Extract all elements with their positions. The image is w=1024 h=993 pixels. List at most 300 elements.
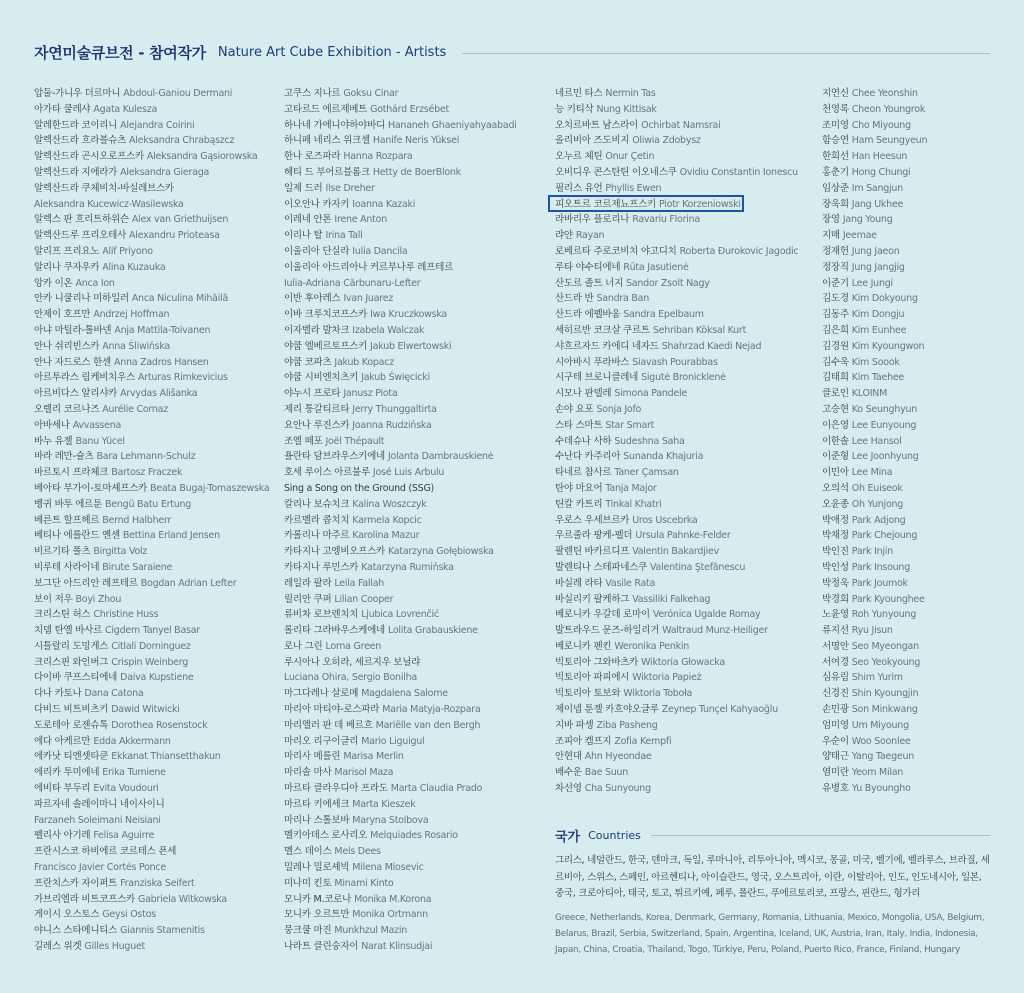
artist-name-korean: 노윤영 (822, 609, 849, 621)
artist-name-english: Ravariu Florina (632, 214, 700, 226)
artist-name-korean: 알렉스 판 흐리트하위슨 (34, 214, 129, 226)
artist-entry (555, 655, 805, 671)
artist-name-english: Crispin Weinberg (111, 656, 189, 668)
artist-entry (34, 86, 274, 102)
artist-name-korean: 야쿱 엘베르토프스키 (284, 340, 368, 352)
artist-entry (34, 465, 274, 481)
artist-name-korean: 베아타 부가이-토마셰프스카 (34, 482, 148, 494)
artist-entry (822, 197, 1012, 213)
artist-name-korean: 마리엘러 판 데 베르흐 (284, 719, 373, 731)
artist-name-english: Alif Priyono (102, 245, 153, 257)
artist-name-english: Anna Zadros Hansen (113, 356, 209, 368)
artist-name-korean: 고타르드 에르제베트 (284, 103, 368, 115)
artist-name-korean: 산드라 에펠바움 (555, 309, 621, 321)
artist-entry (34, 418, 274, 434)
artist-name-english: Nermin Tas (605, 88, 656, 99)
artist-name-korean: 비르기타 폴츠 (34, 546, 91, 558)
artist-name-english: Sunanda Khajuria (623, 451, 704, 463)
artist-name-korean: 김도경 (822, 293, 849, 305)
artist-name-english: Iulia-Adriana Cărbunaru-Lefter (284, 277, 421, 289)
artist-entry (34, 828, 274, 844)
artist-entry (284, 339, 539, 355)
header-divider (462, 53, 990, 54)
artist-entry (555, 339, 805, 355)
artist-entry (555, 718, 805, 734)
artist-name-korean: 이민아 (822, 467, 849, 479)
artist-entry (555, 102, 805, 118)
artist-entry (822, 86, 1012, 102)
artist-name-english: Ilse Dreher (325, 182, 375, 194)
artist-name-korean: 알렉산드루 프리오테사 (34, 230, 127, 242)
artist-entry (555, 291, 805, 307)
artist-entry (555, 576, 805, 592)
artist-name-korean: 에카낫 티엔셋타쿤 (34, 751, 109, 763)
artist-name-english: Lee Hansol (851, 435, 902, 447)
artist-name-english: Karmela Kopcic (352, 514, 422, 526)
artist-name-english: Gilles Huguet (84, 941, 146, 953)
artist-name-english: Gothárd Erzsébet (370, 103, 449, 115)
artist-name-korean: 롤리타 그라바우스케에네 (284, 625, 385, 637)
artist-entry (284, 781, 539, 797)
artist-name-english: Maryna Stolbova (352, 814, 429, 826)
artist-name-english: Waltraud Munz-Heiliger (662, 625, 768, 637)
artist-entry (822, 749, 1012, 765)
artist-entry (822, 307, 1012, 323)
artist-name-english: Izabela Walczak (352, 324, 425, 336)
artist-entry (34, 655, 274, 671)
artist-name-korean: 하나네 가에니야하야바디 (284, 119, 385, 131)
artist-entry (34, 291, 274, 307)
artist-name-english: Cha Sunyoung (584, 783, 651, 795)
artist-name-korean: 카타지나 루민스카 (284, 561, 359, 573)
artist-name-english: Andrzej Hoffman (93, 309, 170, 321)
artist-name-korean: 루시아나 오히라, 세르지우 보닐랴 (284, 656, 421, 668)
artist-entry (822, 386, 1012, 402)
artist-entry (34, 560, 274, 576)
artist-entry (284, 860, 539, 876)
artist-name-english: Aleksandra Gąsiorowska (146, 151, 258, 163)
artist-entry (284, 513, 539, 529)
artist-name-korean: 김경원 (822, 340, 849, 352)
artist-entry (284, 528, 539, 544)
artist-name-korean: 바누 유젤 (34, 435, 73, 447)
artist-name-english: Hanife Neris Yüksel (372, 135, 460, 147)
artist-name-english: Seo Yeokyoung (851, 656, 921, 668)
artist-name-korean: 김수욱 (822, 356, 849, 368)
artist-name-english: Bartosz Fraczek (111, 467, 183, 479)
artist-name-korean: 바르토시 프라체크 (34, 467, 109, 479)
artist-name-english: Kim Kyoungwon (851, 340, 925, 352)
artist-entry (822, 607, 1012, 623)
artist-name-english: Francisco Javier Cortés Ponce (34, 862, 166, 874)
artist-name-english: Ekkanat Thiansetthakun (111, 751, 221, 763)
artist-name-korean: 박경희 (822, 593, 849, 605)
artist-entry (284, 323, 539, 339)
artist-entry (34, 212, 274, 228)
artist-name-english: Mels Dees (334, 846, 381, 858)
artist-name-korean: 차선영 (555, 783, 582, 795)
artist-name-english: Simona Pandele (614, 388, 687, 400)
artist-entry (34, 165, 274, 181)
artist-name-english: Yang Taegeun (851, 751, 914, 763)
artist-entry (555, 418, 805, 434)
artist-name-english: Siavash Pourabbas (632, 356, 718, 368)
artist-entry (34, 797, 274, 813)
artist-column-4 (822, 86, 1012, 797)
artist-name-english: Joël Thépault (325, 435, 385, 447)
artist-name-korean: 벵귀 바투 에르툰 (34, 498, 103, 510)
artist-entry (284, 181, 539, 197)
artist-name-korean: 마리솔 마사 (284, 767, 332, 779)
artist-name-korean: 탄야 마요어 (555, 482, 603, 494)
artist-name-english: Valentin Bakardjiev (632, 546, 719, 558)
artist-entry (555, 592, 805, 608)
artist-name-korean: 아바세나 (34, 419, 70, 431)
artist-name-korean: 로베르타 주로코비치 야고디치 (555, 245, 677, 257)
artist-name-korean: 오의석 (822, 482, 849, 494)
artist-entry (822, 528, 1012, 544)
artist-name-english: Ahn Hyeondae (584, 751, 652, 763)
artist-entry (822, 449, 1012, 465)
artist-name-korean: 알레한드라 코이리니 (34, 119, 118, 131)
artist-entry (284, 607, 539, 623)
artist-name-english: Wiktoria Głowacka (641, 656, 725, 668)
artist-entry (284, 876, 539, 892)
artist-name-english: Iulia Dancila (352, 245, 408, 257)
artist-name-korean: 모니카 오르트만 (284, 909, 350, 921)
artist-name-english: Oh Yunjong (851, 498, 904, 510)
artist-name-english: Ziba Pasheng (596, 719, 658, 731)
artist-name-korean: 틴칼 카트리 (555, 498, 603, 510)
artist-name-korean: 샤흐르자드 카에디 네자드 (555, 340, 659, 352)
artist-name-english: Rayan (575, 230, 605, 242)
artist-entry (34, 765, 274, 781)
page-header (34, 40, 990, 64)
artist-name-korean: 뭉크쿨 마진 (284, 925, 332, 937)
artist-name-english: Son Minkwang (851, 704, 918, 716)
artist-name-english: Christine Huss (93, 609, 159, 621)
artist-name-korean: 이준형 (822, 451, 849, 463)
countries-title-korean: 국가 (555, 829, 581, 845)
artist-name-korean: 야누시 프로타 (284, 388, 341, 400)
artist-name-korean: 치뎀 탄옐 바사르 (34, 625, 103, 637)
artist-entry (555, 702, 805, 718)
artist-entry (822, 655, 1012, 671)
artist-name-korean: 신경진 (822, 688, 849, 700)
artist-entry (822, 260, 1012, 276)
artist-entry (284, 307, 539, 323)
artist-entry (34, 355, 274, 371)
artist-name-korean: 산드라 반 (555, 293, 594, 305)
artist-entry (555, 228, 805, 244)
artist-name-english: Lee Mina (851, 467, 893, 479)
countries-list-korean: 그리스, 네덜란드, 한국, 덴마크, 독일, 루마니아, 리투아니아, 멕시코, 몽골, 미국, 벨기에, 벨라루스, 브라질, 세르비아, 스위스, 스페인, 아르헨티나, 아이슬란드, 영국, 오스트리아, 이란, 이탈리아, 인도, 인도네시아, 일본, 중국, 크로아티아, 태국, 토고, 튀르키예, 페루, 폴란드, 푸에르토리코, 프랑스, 핀란드, 헝가리 (555, 855, 990, 899)
artist-entry (284, 86, 539, 102)
artist-name-english: Maria Matyja-Rozpara (382, 704, 481, 716)
artist-name-korean: 시구테 브로니클레네 (555, 372, 639, 384)
artist-name-korean: 능 키티삭 (555, 103, 594, 115)
artist-name-korean: 베른트 할프헤르 (34, 514, 100, 526)
artist-entry (555, 465, 805, 481)
artist-name-english: Anca Ion (75, 277, 115, 289)
artist-name-korean: 칼리나 보슈치크 (284, 498, 350, 510)
artist-name-english: Irene Anton (334, 214, 387, 226)
artist-name-english: Im Sangjun (851, 182, 903, 194)
artist-name-english: Agata Kulesza (93, 103, 158, 115)
artist-name-english: Leila Fallah (334, 577, 385, 589)
artist-entry (34, 813, 274, 829)
artist-name-korean: 에리카 투미에네 (34, 767, 100, 779)
artist-name-korean: 우순이 (822, 735, 849, 747)
artist-entry (822, 513, 1012, 529)
artist-name-korean: 욜란타 담브라우스키에네 (284, 451, 385, 463)
artist-name-korean: 수데슈나 사하 (555, 435, 612, 447)
artist-name-english: Alex van Griethuijsen (131, 214, 229, 226)
artist-entry (555, 244, 805, 260)
artist-entry (822, 291, 1012, 307)
artist-entry (34, 576, 274, 592)
artist-entry (34, 781, 274, 797)
artist-name-english: Zeynep Tunçel Kahyaoğlu (661, 704, 778, 716)
artist-entry (34, 844, 274, 860)
artist-name-korean: 서여경 (822, 656, 849, 668)
artist-entry (34, 639, 274, 655)
artist-entry (284, 907, 539, 923)
artist-entry (555, 497, 805, 513)
artist-name-english: Katarzyna Rumińska (361, 561, 454, 573)
artist-name-english: Seo Myeongan (851, 640, 919, 652)
artist-name-english: Boyi Zhou (75, 593, 122, 605)
artist-name-korean: 야쿱 코파츠 (284, 356, 332, 368)
artist-name-korean: 이레네 안톤 (284, 214, 332, 226)
artist-name-korean: 김동주 (822, 309, 849, 321)
artist-entry (822, 149, 1012, 165)
artist-entry (822, 781, 1012, 797)
artist-name-english: Yu Byoungho (851, 783, 911, 795)
artist-name-korean: 알렉산드라 지에라가 (34, 166, 118, 178)
artist-entry (34, 276, 274, 292)
artist-name-english: Park Joumok (851, 577, 908, 589)
artist-name-english: Farzaneh Soleimani Neisiani (34, 814, 161, 826)
artist-name-korean: 이한솔 (822, 435, 849, 447)
artist-name-korean: 지바 파셍 (555, 719, 594, 731)
artist-name-english: Bengü Batu Ertung (105, 498, 192, 510)
artist-name-english: Roh Yunyoung (851, 609, 917, 621)
artist-name-korean: 안나 쉬리빈스카 (34, 340, 100, 352)
artist-entry (34, 907, 274, 923)
artist-name-korean: 베로니카 우갈데 로마이 (555, 609, 650, 621)
artist-name-english: Erika Tumiene (102, 767, 166, 779)
artist-name-korean: 조미영 (822, 119, 849, 131)
artist-name-korean: 압둘-가니우 더르마니 (34, 88, 121, 99)
artist-name-korean: 미나미 킨토 (284, 877, 332, 889)
artist-name-korean: 팔렌틴 바카르디프 (555, 546, 630, 558)
artist-entry (822, 497, 1012, 513)
artist-name-english: Sehriban Köksal Kurt (652, 324, 747, 336)
artist-entry (822, 228, 1012, 244)
artist-entry (284, 276, 539, 292)
artist-name-korean: 베로니카 펜킨 (555, 640, 612, 652)
artist-name-korean: 아가타 쿨레샤 (34, 103, 91, 115)
artist-entry (555, 749, 805, 765)
artist-name-english: Beata Bugaj-Tomaszewska (150, 482, 270, 494)
artist-name-korean: 비루테 사라이네 (34, 561, 100, 573)
artist-name-english: Aurélie Cornaz (102, 403, 168, 415)
artist-name-english: Kim Taehee (851, 372, 905, 384)
artist-name-english: Bettina Erland Jensen (122, 530, 220, 542)
artist-entry (555, 528, 805, 544)
artist-name-korean: 이준기 (822, 277, 849, 289)
artist-name-korean: 다이바 쿠프스티에네 (34, 672, 118, 684)
artist-name-english: Katarzyna Gołębiowska (387, 546, 494, 558)
artist-name-english: Aleksandra Chrabąszcz (129, 135, 235, 147)
artist-entry (34, 197, 274, 213)
artist-entry (555, 781, 805, 797)
artist-name-english: Sandra Ban (596, 293, 649, 305)
artist-entry (284, 813, 539, 829)
artist-name-english: Dorothea Rosenstock (111, 719, 208, 731)
artist-name-korean: 보이 저우 (34, 593, 73, 605)
artist-entry (284, 639, 539, 655)
countries-list-english: Greece, Netherlands, Korea, Denmark, Germany, Romania, Lithuania, Mexico, Mongolia, USA, Belgium, Belarus, Brazil, Serbia, Switzerland, Spain, Argentina, Iceland, UK, Austria, Iran, Italy, India, Indonesia, Japan, China, Croatia, Thailand, Togo, Türkiye, Peru, Poland, Puerto Rico, France, Finland, Hungary (555, 913, 985, 955)
artist-entry (822, 165, 1012, 181)
artist-name-english: Park Chejoung (851, 530, 918, 542)
artist-name-english: Sing a Song on the Ground (SSG) (284, 482, 435, 494)
artist-name-english: Phyllis Ewen (605, 182, 662, 194)
artist-entry (284, 718, 539, 734)
artist-name-korean: 빅토리아 파피에시 (555, 672, 630, 684)
artist-name-korean: 게이시 오스토스 (34, 909, 100, 921)
artist-name-english: Wiktoria Papież (632, 672, 702, 684)
artist-name-english: Arvydas Ališanka (120, 388, 198, 400)
artist-name-english: Alejandra Coirini (120, 119, 195, 131)
artist-name-english: Aleksandra Kucewicz-Wasilewska (34, 198, 184, 210)
artist-name-korean: 아냐 마틸라-톨바넨 (34, 324, 112, 336)
artist-name-english: Shim Yurim (851, 672, 903, 684)
artist-entry (284, 828, 539, 844)
artist-name-korean: 손민광 (822, 704, 849, 716)
artist-name-english: Rūta Jasutienė (623, 261, 689, 273)
artist-name-english: Magdalena Salome (361, 688, 448, 700)
artist-name-english: Jang Young (842, 214, 893, 226)
artist-entry (284, 939, 539, 955)
artist-name-korean: 밀레나 밀로셰빅 (284, 862, 350, 874)
artist-name-english: Hong Chungi (851, 166, 911, 178)
artist-name-korean: 다비드 비트비츠키 (34, 704, 109, 716)
artist-name-english: Lolita Grabauskiene (387, 625, 478, 637)
artist-name-korean: 한나 로즈파라 (284, 151, 341, 163)
artist-name-korean: 조피아 켐프지 (555, 735, 612, 747)
artist-name-korean: 릴리안 쿠퍼 (284, 593, 332, 605)
artist-entry (284, 797, 539, 813)
artist-entry (34, 244, 274, 260)
artist-name-korean: 함승연 (822, 135, 849, 147)
artist-name-english: Ham Seungyeun (851, 135, 928, 147)
artist-name-korean: 손야 요포 (555, 403, 594, 415)
artist-name-english: Jakub Kopacz (334, 356, 394, 368)
artist-entry (34, 307, 274, 323)
artist-name-english: Kim Dokyoung (851, 293, 918, 305)
artist-name-korean: 고쿠스 지나르 (284, 88, 341, 99)
artist-name-english: Gabriela Witkowska (137, 893, 227, 905)
artist-name-english: Milena Mlosevic (352, 862, 424, 874)
artist-entry (555, 276, 805, 292)
artist-entry (34, 592, 274, 608)
artist-entry (555, 734, 805, 750)
artist-name-english: Nung Kittisak (596, 103, 657, 115)
artist-entry (284, 560, 539, 576)
artist-name-english: Avvassena (72, 419, 122, 431)
artist-name-korean: 클로인 (822, 388, 849, 400)
artist-name-english: Lee Jungi (851, 277, 893, 289)
artist-entry (284, 449, 539, 465)
artist-name-english: Star Smart (605, 419, 655, 431)
artist-name-korean: 마르타 키에세크 (284, 798, 350, 810)
artist-name-korean: 도로테아 로젠슈톡 (34, 719, 109, 731)
artist-entry (284, 434, 539, 450)
artist-column-3 (555, 86, 805, 797)
artist-entry (34, 860, 274, 876)
artist-entry (555, 323, 805, 339)
artist-name-english: Lilian Cooper (334, 593, 394, 605)
artist-entry (34, 260, 274, 276)
artist-name-korean: 이반 후아레스 (284, 293, 341, 305)
artist-name-korean: 바라 레만-슐츠 (34, 451, 94, 463)
artist-entry (34, 370, 274, 386)
artist-name-english: Mariëlle van den Bergh (375, 719, 481, 731)
artist-entry (284, 686, 539, 702)
artist-name-english: Oliwia Zdobysz (632, 135, 701, 147)
countries-title-english: Countries (588, 828, 641, 842)
artist-name-korean: 우로스 우세브르카 (555, 514, 630, 526)
artist-name-korean: 심유림 (822, 672, 849, 684)
artist-entry (555, 544, 805, 560)
artist-entry (555, 449, 805, 465)
artist-name-korean: 앙카 이온 (34, 277, 73, 289)
artist-name-korean: 나라트 클린숭자이 (284, 941, 359, 953)
artist-entry (822, 718, 1012, 734)
artist-name-korean: 보그단 아드리안 레프테르 (34, 577, 138, 589)
artist-name-korean: 박채정 (822, 530, 849, 542)
artist-entry (822, 765, 1012, 781)
artist-name-english: Lee Eunyoung (851, 419, 917, 431)
artist-name-korean: 파르자네 솔레이마니 네이사이니 (34, 798, 165, 810)
artist-name-korean: 호세 루이스 아르불루 (284, 467, 370, 479)
artist-name-korean: 양태근 (822, 751, 849, 763)
artist-entry (822, 212, 1012, 228)
artist-name-korean: 알리나 쿠자우카 (34, 261, 100, 273)
artist-name-english: Banu Yücel (75, 435, 125, 447)
artist-name-english: Ovidiu Constantin Ionescu (679, 166, 798, 178)
artist-name-english: Jang Ukhee (851, 198, 904, 210)
artist-name-korean: 세히르반 코크살 쿠르트 (555, 324, 650, 336)
artist-entry (822, 560, 1012, 576)
artist-name-english: Sigutė Bronicklenė (641, 372, 726, 384)
artist-name-korean: 오윤종 (822, 498, 849, 510)
artist-name-korean: 임상준 (822, 182, 849, 194)
artist-name-korean: 제리 퉁갈티르타 (284, 403, 350, 415)
artist-name-english: Tanja Major (605, 482, 657, 494)
artist-name-korean: 마리아 마티야-로스파라 (284, 704, 380, 716)
artist-name-korean: 장영 (822, 214, 840, 226)
artist-name-korean: 제이넵 툰젤 카흐야오글루 (555, 704, 659, 716)
artist-name-korean: 프란치스카 자이퍼트 (34, 877, 118, 889)
artist-entry (555, 370, 805, 386)
artist-name-korean: 박인성 (822, 561, 849, 573)
artist-name-english: Felisa Aguirre (93, 830, 155, 842)
artist-name-english: Monika M.Korona (354, 893, 432, 905)
artist-name-korean: 박정욱 (822, 577, 849, 589)
